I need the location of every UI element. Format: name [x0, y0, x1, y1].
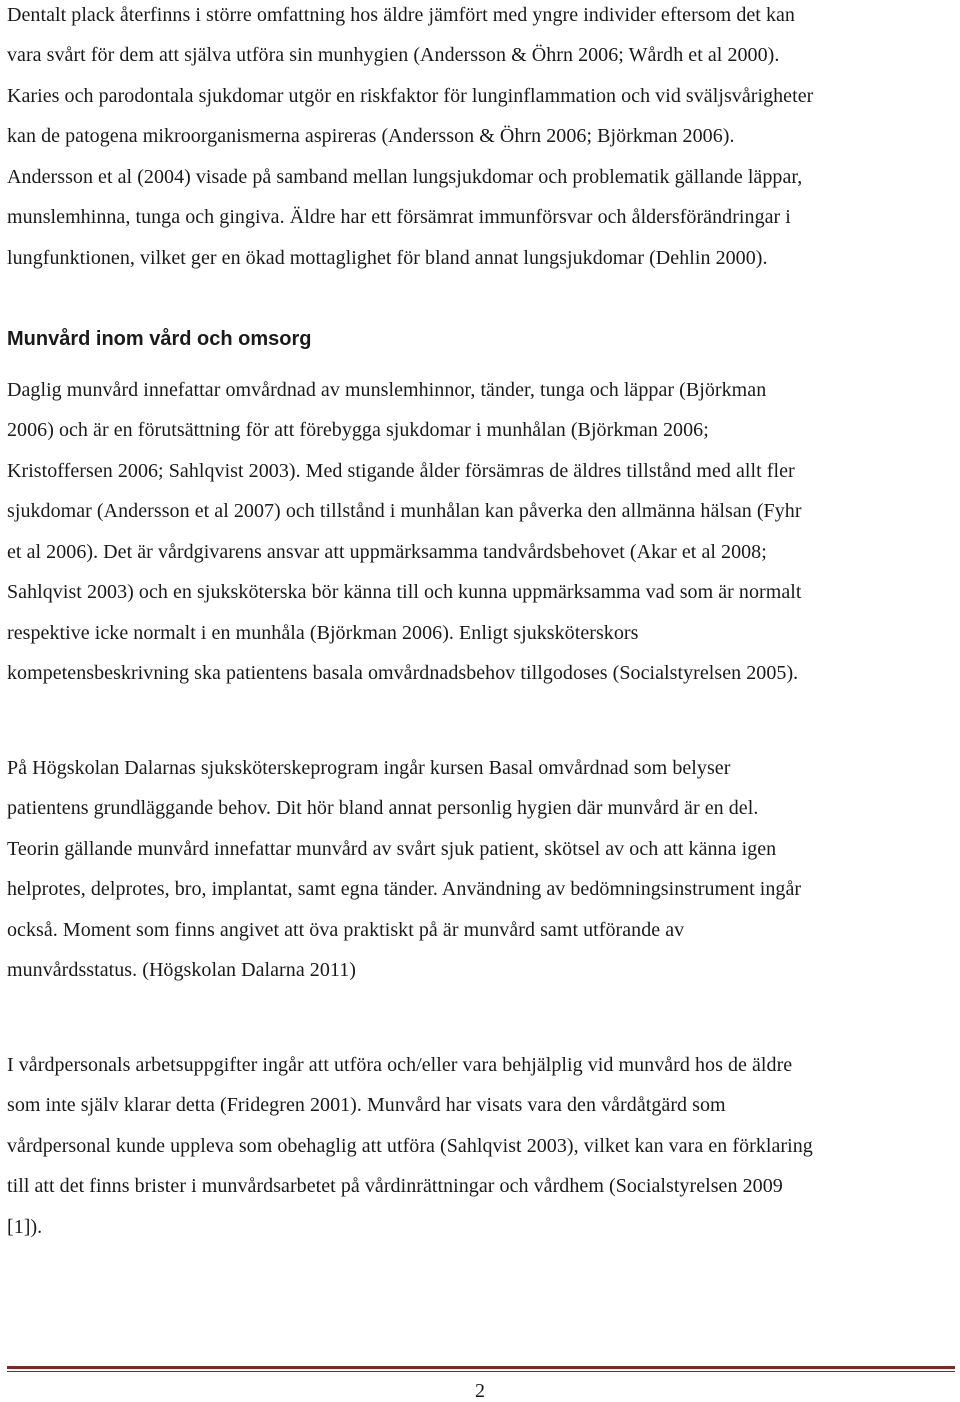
- paragraph-4-line-2: som inte själv klarar detta (Fridegren 2001). Munvård har visats vara den vårdåtgärd som: [7, 1094, 726, 1116]
- paragraph-1-line-1: Dentalt plack återfinns i större omfattning hos äldre jämfört med yngre individer eftersom det kan: [7, 4, 795, 26]
- paragraph-3-line-3: Teorin gällande munvård innefattar munvård av svårt sjuk patient, skötsel av och att känna igen: [7, 838, 777, 860]
- paragraph-2-line-4: sjukdomar (Andersson et al 2007) och tillstånd i munhålan kan påverka den allmänna hälsan (Fyhr: [7, 500, 802, 522]
- footer-rule-thin: [7, 1371, 955, 1372]
- paragraph-1-line-6: munslemhinna, tunga och gingiva. Äldre har ett försämrat immunförsvar och åldersförändringar i: [7, 206, 791, 228]
- footer-rule: [7, 1366, 955, 1369]
- paragraph-2-line-3: Kristoffersen 2006; Sahlqvist 2003). Med stigande ålder försämras de äldres tillstånd med allt fler: [7, 460, 795, 482]
- page-number: 2: [475, 1380, 485, 1402]
- paragraph-1-line-7: lungfunktionen, vilket ger en ökad mottaglighet för bland annat lungsjukdomar (Dehlin 2000).: [7, 247, 768, 269]
- paragraph-3-line-4: helprotes, delprotes, bro, implantat, samt egna tänder. Användning av bedömningsinstrument ingår: [7, 878, 802, 900]
- paragraph-2-line-1: Daglig munvård innefattar omvårdnad av munslemhinnor, tänder, tunga och läppar (Björkman: [7, 379, 767, 401]
- paragraph-3-line-1: På Högskolan Dalarnas sjuksköterskeprogram ingår kursen Basal omvårdnad som belyser: [7, 757, 731, 779]
- paragraph-1-line-5: Andersson et al (2004) visade på samband mellan lungsjukdomar och problematik gällande läppar,: [7, 166, 803, 188]
- paragraph-2-line-8: kompetensbeskrivning ska patientens basala omvårdnadsbehov tillgodoses (Socialstyrelsen 2005).: [7, 662, 799, 684]
- paragraph-4-line-4: till att det finns brister i munvårdsarbetet på vårdinrättningar och vårdhem (Socialstyrelsen 2009: [7, 1175, 783, 1197]
- paragraph-2-line-5: et al 2006). Det är vårdgivarens ansvar att uppmärksamma tandvårdsbehovet (Akar et al 2008;: [7, 541, 767, 563]
- paragraph-3-line-2: patientens grundläggande behov. Dit hör bland annat personlig hygien där munvård är en del.: [7, 797, 759, 819]
- paragraph-1-line-3: Karies och parodontala sjukdomar utgör en riskfaktor för lunginflammation och vid sväljsvårigheter: [7, 85, 814, 107]
- paragraph-1-line-2: vara svårt för dem att själva utföra sin munhygien (Andersson & Öhrn 2006; Wårdh et al 2000).: [7, 44, 780, 66]
- paragraph-2-line-6: Sahlqvist 2003) och en sjuksköterska bör känna till och kunna uppmärksamma vad som är normalt: [7, 581, 802, 603]
- paragraph-4-line-3: vårdpersonal kunde uppleva som obehaglig att utföra (Sahlqvist 2003), vilket kan vara en förklaring: [7, 1135, 813, 1157]
- section-heading: Munvård inom vård och omsorg: [7, 328, 312, 350]
- paragraph-4-line-1: I vårdpersonals arbetsuppgifter ingår att utföra och/eller vara behjälplig vid munvård hos de äldre: [7, 1054, 793, 1076]
- paragraph-4-line-5: [1]).: [7, 1216, 43, 1238]
- paragraph-2-line-7: respektive icke normalt i en munhåla (Björkman 2006). Enligt sjuksköterskors: [7, 622, 639, 644]
- paragraph-2-line-2: 2006) och är en förutsättning för att förebygga sjukdomar i munhålan (Björkman 2006;: [7, 419, 709, 441]
- paragraph-1-line-4: kan de patogena mikroorganismerna aspireras (Andersson & Öhrn 2006; Björkman 2006).: [7, 125, 735, 147]
- paragraph-3-line-6: munvårdsstatus. (Högskolan Dalarna 2011): [7, 959, 356, 981]
- paragraph-3-line-5: också. Moment som finns angivet att öva praktiskt på är munvård samt utförande av: [7, 919, 685, 941]
